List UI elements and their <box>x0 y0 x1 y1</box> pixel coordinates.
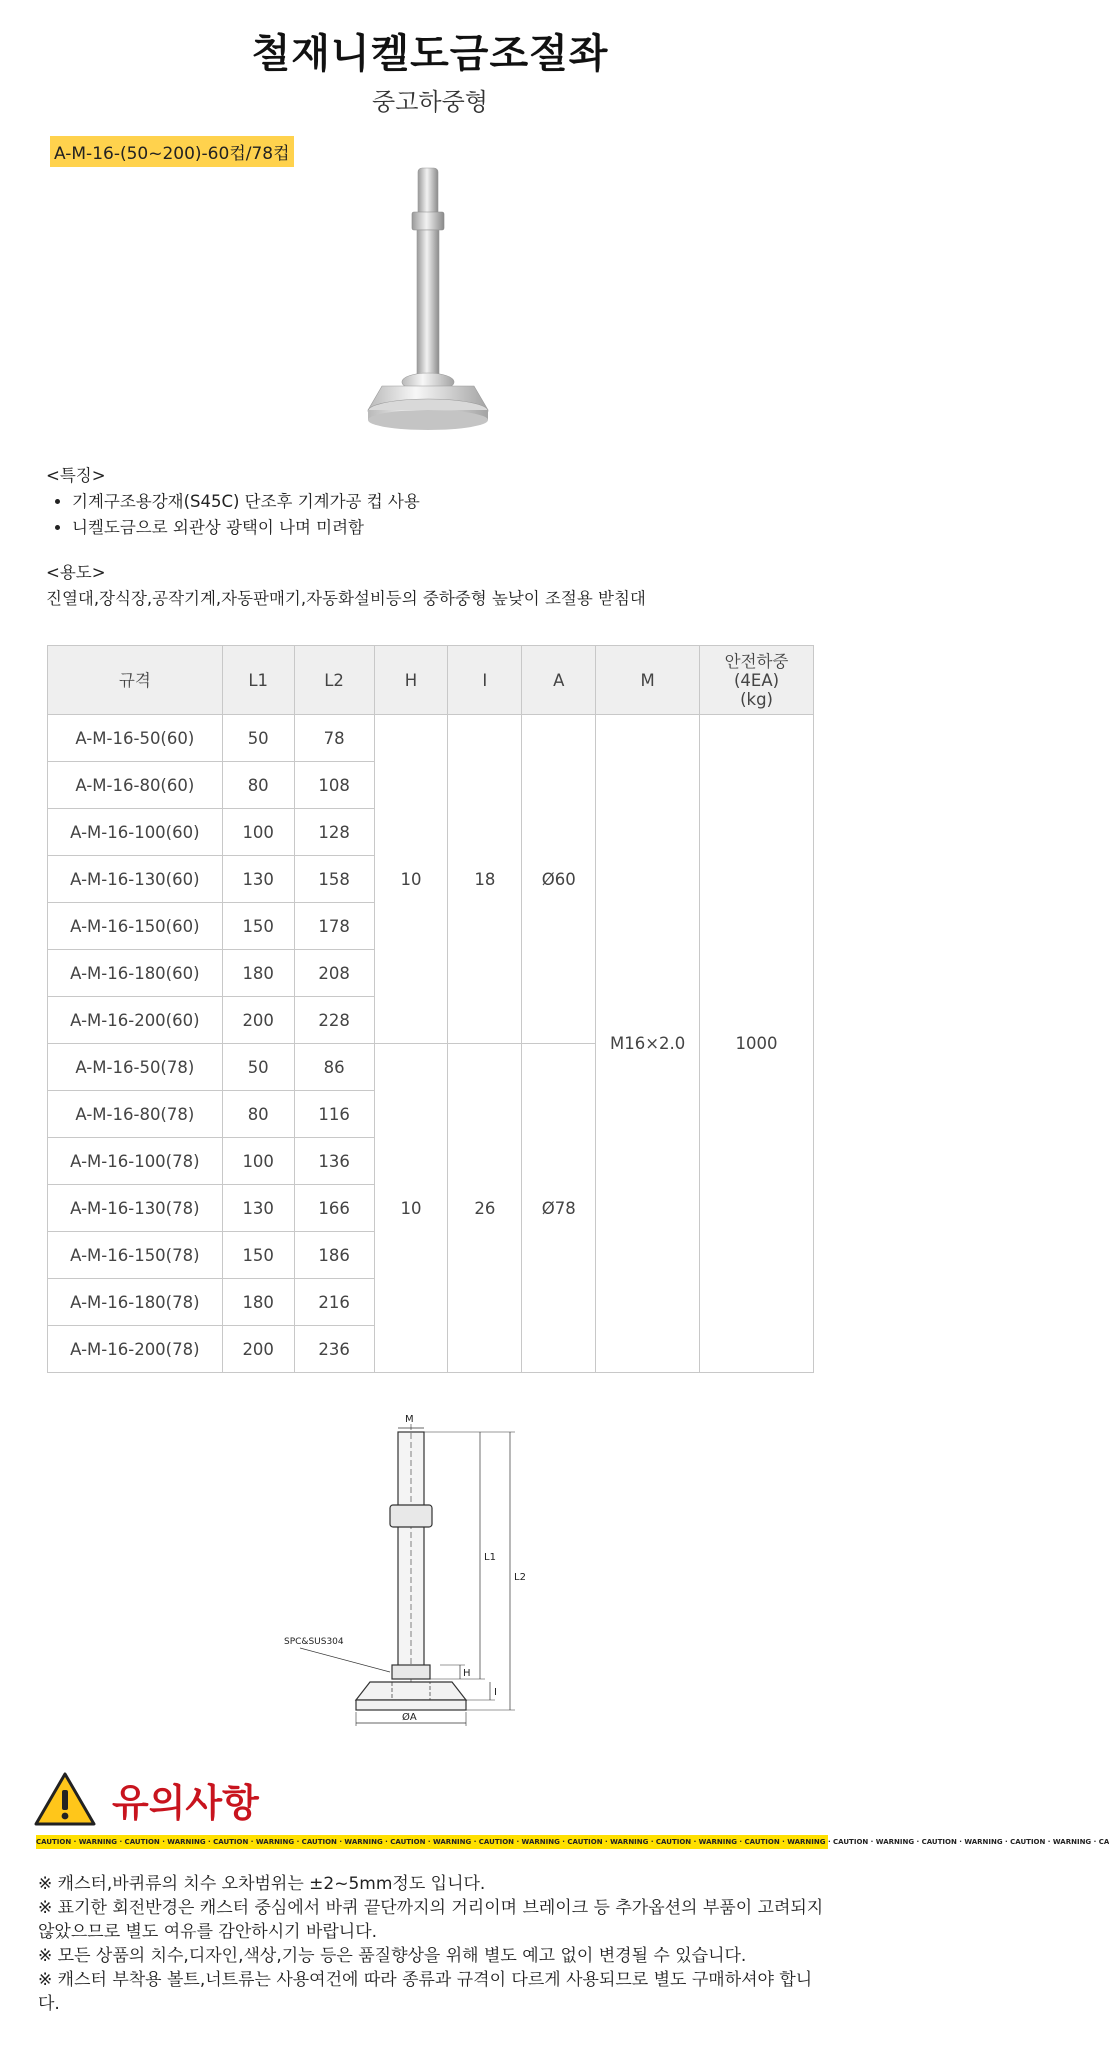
cell-spec: A-M-16-100(78) <box>48 1138 223 1185</box>
cell-l1: 80 <box>222 762 294 809</box>
cell-l2: 108 <box>294 762 374 809</box>
cell-spec: A-M-16-130(78) <box>48 1185 223 1232</box>
cell-l1: 80 <box>222 1091 294 1138</box>
header-spec: 규격 <box>48 646 223 715</box>
cell-spec: A-M-16-180(60) <box>48 950 223 997</box>
cell-spec: A-M-16-150(78) <box>48 1232 223 1279</box>
warning-icon <box>32 1770 98 1830</box>
cell-l2: 158 <box>294 856 374 903</box>
cell-l1: 130 <box>222 1185 294 1232</box>
page-title: 철재니켈도금조절좌 <box>251 31 609 77</box>
usage-section <box>46 560 646 612</box>
spec-table <box>47 645 814 1373</box>
caution-notes <box>38 1872 828 2016</box>
cell-l2: 186 <box>294 1232 374 1279</box>
cell-spec: A-M-16-150(60) <box>48 903 223 950</box>
cell-l2: 116 <box>294 1091 374 1138</box>
header-load: 안전하중 (4EA) (kg) <box>700 646 814 715</box>
header-i: I <box>448 646 522 715</box>
note-item: ※ 모든 상품의 치수,디자인,색상,기능 등은 품질향상을 위해 별도 예고 없이 변경될 수 있습니다. <box>38 1946 747 1966</box>
cell-l1: 130 <box>222 856 294 903</box>
cell-l2: 208 <box>294 950 374 997</box>
cell-a: Ø78 <box>522 1044 596 1373</box>
label-l1: L1 <box>484 1552 496 1563</box>
cell-m: M16×2.0 <box>596 715 700 1373</box>
cell-l2: 236 <box>294 1326 374 1373</box>
header-l2: L2 <box>294 646 374 715</box>
cell-l1: 100 <box>222 809 294 856</box>
usage-heading: <용도> <box>46 563 106 582</box>
header-m: M <box>596 646 700 715</box>
note-item: ※ 표기한 회전반경은 캐스터 중심에서 바퀴 끝단까지의 거리이며 브레이크 등 추가옵션의 부품이 고려되지 않았으므로 별도 여유를 감안하시기 바랍니다. <box>38 1898 824 1942</box>
cell-spec: A-M-16-80(78) <box>48 1091 223 1138</box>
feature-item: • 기계구조용강재(S45C) 단조후 기계가공 컵 사용 <box>72 489 420 515</box>
cell-a: Ø60 <box>522 715 596 1044</box>
cell-spec: A-M-16-200(60) <box>48 997 223 1044</box>
cell-h: 10 <box>374 1044 448 1373</box>
cell-i: 26 <box>448 1044 522 1373</box>
dimension-drawing <box>280 1410 580 1730</box>
label-i: I <box>494 1687 497 1698</box>
usage-text: 진열대,장식장,공작기계,자동판매기,자동화설비등의 중하중형 높낮이 조절용 받침대 <box>46 589 646 608</box>
label-l2: L2 <box>514 1572 526 1583</box>
label-m: M <box>405 1414 414 1425</box>
table-row <box>48 715 814 762</box>
cell-load: 1000 <box>700 715 814 1373</box>
cell-l2: 166 <box>294 1185 374 1232</box>
table-header-row <box>48 646 814 715</box>
header-a: A <box>522 646 596 715</box>
cell-h: 10 <box>374 715 448 1044</box>
cell-l2: 136 <box>294 1138 374 1185</box>
cell-l1: 180 <box>222 950 294 997</box>
note-item: ※ 캐스터 부착용 볼트,너트류는 사용여건에 따라 종류과 규격이 다르게 사용되므로 별도 구매하셔야 합니다. <box>38 1970 813 2014</box>
cell-i: 18 <box>448 715 522 1044</box>
cell-l2: 228 <box>294 997 374 1044</box>
model-tag: A-M-16-(50~200)-60컵/78컵 <box>50 136 294 167</box>
cell-spec: A-M-16-80(60) <box>48 762 223 809</box>
cell-l1: 200 <box>222 997 294 1044</box>
header-h: H <box>374 646 448 715</box>
cell-l1: 180 <box>222 1279 294 1326</box>
cell-spec: A-M-16-180(78) <box>48 1279 223 1326</box>
cell-l2: 178 <box>294 903 374 950</box>
header-l1: L1 <box>222 646 294 715</box>
cell-l1: 50 <box>222 1044 294 1091</box>
cell-l2: 78 <box>294 715 374 762</box>
note-item: ※ 캐스터,바퀴류의 치수 오차범위는 ±2~5mm정도 입니다. <box>38 1874 486 1894</box>
label-a: ØA <box>402 1712 417 1723</box>
label-material: SPC&SUS304 <box>284 1637 344 1647</box>
cell-l1: 50 <box>222 715 294 762</box>
cell-l2: 216 <box>294 1279 374 1326</box>
cell-l1: 150 <box>222 903 294 950</box>
product-photo <box>360 160 500 445</box>
cell-spec: A-M-16-200(78) <box>48 1326 223 1373</box>
cell-spec: A-M-16-130(60) <box>48 856 223 903</box>
caution-stripe: CAUTION · WARNING · CAUTION · WARNING · CAUTION · WARNING · CAUTION · WARNING · CAUTION · WARNING · CAUTION · WARNING · CAUTION · WARNING · CAUTION · WARNING · CAUTION · WARNING · CAUTION · WARNING · CAUTION · WARNING · CAUTION · WARNING · CA <box>36 1835 828 1849</box>
cell-l1: 150 <box>222 1232 294 1279</box>
features-heading: <특징> <box>46 466 106 485</box>
features-section <box>46 463 420 541</box>
cell-spec: A-M-16-100(60) <box>48 809 223 856</box>
label-h: H <box>463 1668 471 1679</box>
cell-l2: 128 <box>294 809 374 856</box>
cell-l1: 100 <box>222 1138 294 1185</box>
page-subtitle: 중고하중형 <box>372 88 488 116</box>
cell-l1: 200 <box>222 1326 294 1373</box>
cell-spec: A-M-16-50(78) <box>48 1044 223 1091</box>
cell-l2: 86 <box>294 1044 374 1091</box>
feature-item: • 니켈도금으로 외관상 광택이 나며 미려함 <box>72 515 420 541</box>
caution-title: 유의사항 <box>112 1781 259 1825</box>
cell-spec: A-M-16-50(60) <box>48 715 223 762</box>
